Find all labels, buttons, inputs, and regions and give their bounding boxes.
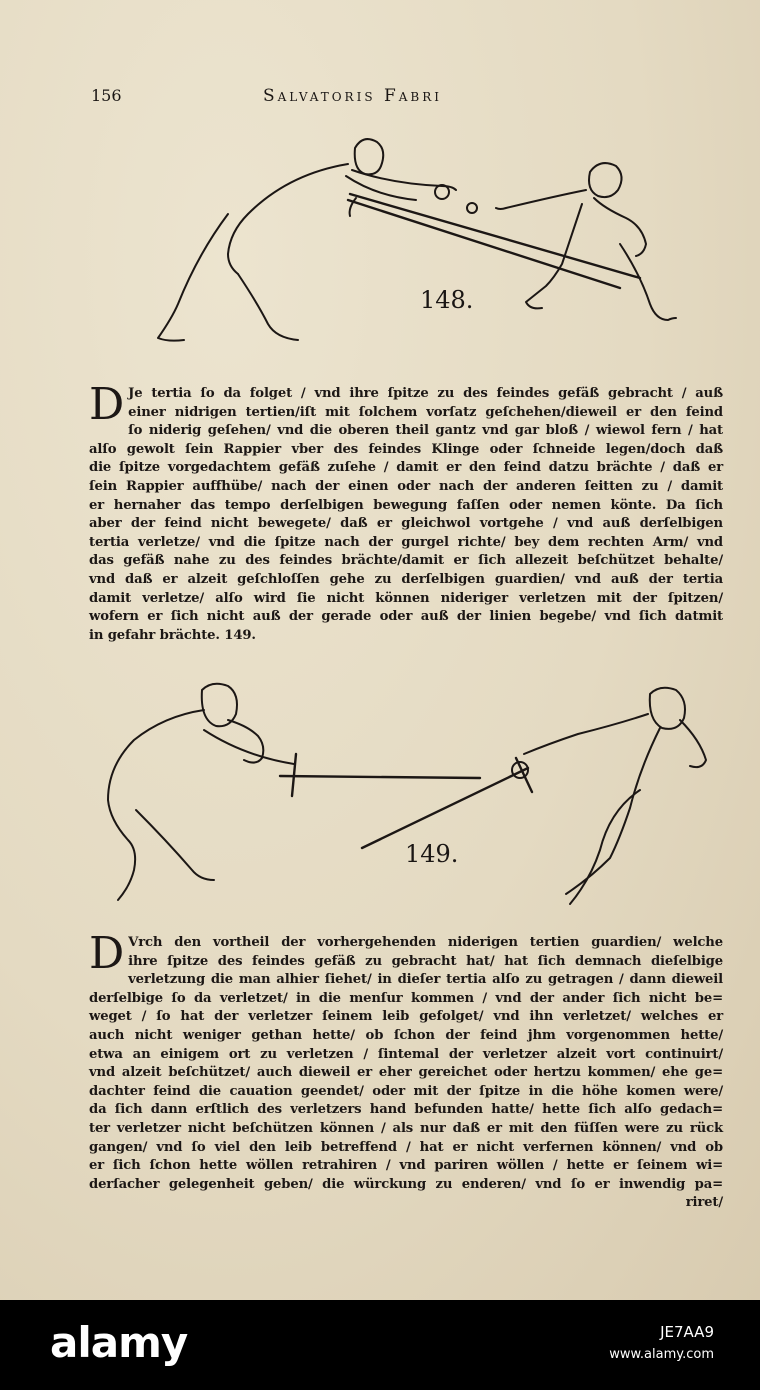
text-line: alſo gewolt ſein Rappier vber des feindes Klinge oder ſchneide legen/doch daß — [89, 441, 723, 457]
text-line: in gefahr brächte. 149. — [89, 627, 256, 643]
text-line: verletzung die man alhier ſiehet/ in dieſer tertia alſo zu getragen / dann dieweil — [128, 972, 723, 988]
text-line: ſein Rappier auffhübe/ nach der einen oder nach der anderen ſeitten zu / damit — [89, 478, 723, 494]
text-line: aber der feind nicht bewegete/ daß er gleichwol vortgehe / vnd auß derſelbigen — [89, 516, 723, 532]
figure-148 — [120, 128, 710, 368]
text-line: auch nicht weniger gethan hette/ ob ſchon der feind jhm vorgenommen hette/ — [89, 1027, 723, 1043]
fencers-illustration-149 — [100, 670, 720, 915]
paragraph-2 — [89, 928, 723, 1213]
stock-logo: alamy — [50, 1318, 188, 1367]
text-line: etwa an einigem ort zu verletzen / ſintemal der verletzer alzeit vort continuirt/ — [89, 1046, 723, 1062]
text-line: das gefäß nahe zu des feindes brächte/damit er ſich allezeit beſchützet behalte/ — [89, 553, 723, 569]
text-line: ihre ſpitze des feindes gefäß zu gebracht hat/ hat ſich demnach dieſelbige — [128, 953, 723, 969]
dropcap: D — [89, 379, 125, 430]
text-line: einer nidrigen tertien/iſt mit ſolchem vorſatz geſchehen/dieweil er den feind — [128, 404, 723, 420]
page-number: 156 — [91, 86, 122, 105]
text-line: vnd daß er alzeit geſchloſſen gehe zu derſelbigen guardien/ vnd auß der tertia — [89, 571, 723, 587]
text-line: ter verletzer nicht beſchützen können / als nur daß er mit den füſſen were zu rück — [89, 1120, 723, 1136]
dropcap: D — [89, 928, 125, 979]
text-line: D Vrch den vortheil der vorhergehenden niderigen tertien guardien/ welche — [89, 928, 723, 979]
text-line: vnd alzeit beſchützet/ auch dieweil er eher gereichet oder hertzu kommen/ ehe ge= — [89, 1065, 723, 1081]
text-line: wofern er ſich nicht auß der gerade oder auß der linien begebe/ vnd ſich datmit — [89, 609, 723, 625]
figure-label: 149. — [405, 840, 459, 868]
figure-149 — [100, 670, 720, 915]
figure-label: 148. — [420, 286, 474, 314]
text-line: dachter feind die cauation geendet/ oder mit der ſpitze in die höhe komen were/ — [89, 1083, 723, 1099]
text-line: D Je tertia ſo da folget / vnd ihre ſpitze zu des feindes gefäß gebracht / auß — [89, 379, 723, 430]
running-head: Salvatoris Fabri — [263, 86, 443, 106]
text-line: derſelbige ſo da verletzet/ in die menſur kommen / vnd der ander ſich nicht be= — [89, 990, 723, 1006]
text-line: ſo niderig geſehen/ vnd die oberen theil gantz vnd gar bloß / wiewol fern / hat — [128, 423, 723, 439]
text-line: tertia verletze/ vnd die ſpitze nach der gurgel richte/ bey dem rechten Arm/ vnd — [89, 534, 723, 550]
text-line: die ſpitze vorgedachtem gefäß zuſehe / damit er den feind datzu brächte / daß er — [89, 460, 723, 476]
stock-image-id: JE7AA9 — [660, 1323, 714, 1341]
text-line: damit verletze/ alſo wird ſie nicht können nideriger verletzen mit der ſpitzen/ — [89, 590, 723, 606]
fencers-illustration-148 — [120, 128, 710, 368]
text-line: derſacher gelegenheit geben/ die würckung zu enderen/ vnd ſo er inwendig pa= — [89, 1176, 723, 1192]
stock-url: www.alamy.com — [609, 1347, 714, 1362]
catchword: riret/ — [685, 1195, 723, 1211]
text-line: da ſich dann erſtlich des verletzers hand befunden hatte/ hette ſich alſo gedach= — [89, 1102, 723, 1118]
paragraph-1 — [89, 379, 723, 645]
text-line: gangen/ vnd ſo viel den leib betreffend / hat er nicht verfernen können/ vnd ob — [89, 1139, 723, 1155]
text-line: er ſich ſchon hette wöllen retrahiren / vnd pariren wöllen / hette er ſeinem wi= — [89, 1158, 723, 1174]
text-line: er hernaher das tempo derſelbigen bewegung faſſen oder nemen könte. Da ſich — [89, 497, 723, 513]
text-line: weget / ſo hat der verletzer ſeinem leib gefolget/ vnd ihn verletzet/ welches er — [89, 1009, 723, 1025]
